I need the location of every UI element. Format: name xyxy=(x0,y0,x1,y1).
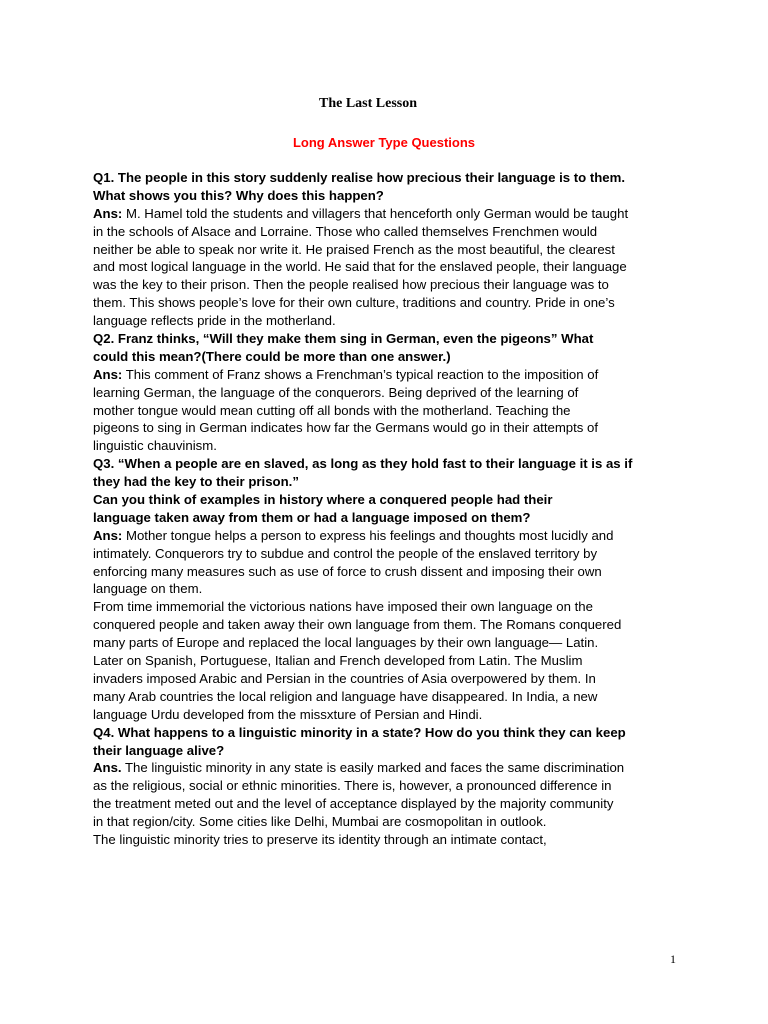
document-body xyxy=(93,169,683,849)
answer-line xyxy=(93,205,683,223)
body-line: From time immemorial the victorious nations have imposed their own language on the xyxy=(93,599,593,615)
body-line: pigeons to sing in German indicates how far the Germans would go in their attempts of xyxy=(93,420,599,436)
body-line: enforcing many measures such as use of force to crush dissent and imposing their own xyxy=(93,563,602,579)
answer-label: Ans: xyxy=(93,205,123,221)
question-line: What shows you this? Why does this happen? xyxy=(93,187,384,203)
question-line: Q1. The people in this story suddenly realise how precious their language is to them. xyxy=(93,170,626,185)
question-line: language taken away from them or had a language imposed on them? xyxy=(93,509,531,525)
body-line: and most logical language in the world. He said that for the enslaved people, their language xyxy=(93,259,627,275)
body-line: Later on Spanish, Portuguese, Italian and French developed from Latin. The Muslim xyxy=(93,653,583,669)
body-line: intimately. Conquerors try to subdue and control the people of the enslaved territory by xyxy=(93,545,598,561)
answer-text: The linguistic minority in any state is easily marked and faces the same discrimination xyxy=(121,760,625,776)
question-line: Q2. Franz thinks, “Will they make them sing in German, even the pigeons” What xyxy=(93,331,594,347)
body-line: was the key to their prison. Then the people realised how precious their language was to xyxy=(93,277,609,293)
body-line: conquered people and taken away their own language from them. The Romans conquered xyxy=(93,617,622,633)
question-line: Can you think of examples in history where a conquered people had their xyxy=(93,492,553,508)
answer-line xyxy=(93,759,683,777)
question-line: could this mean?(There could be more than one answer.) xyxy=(93,348,451,364)
body-line: neither be able to speak nor write it. He praised French as the most beautiful, the clearest xyxy=(93,241,615,257)
body-line: mother tongue would mean cutting off all bonds with the motherland. Teaching the xyxy=(93,402,571,418)
answer-text: M. Hamel told the students and villagers that henceforth only German would be taught xyxy=(122,205,629,221)
answer-text: This comment of Franz shows a Frenchman’s typical reaction to the imposition of xyxy=(122,366,599,382)
answer-line xyxy=(93,366,683,384)
body-line: in the schools of Alsace and Lorraine. Those who called themselves Frenchmen would xyxy=(93,223,598,239)
question-line: they had the key to their prison.” xyxy=(93,474,299,490)
body-line: linguistic chauvinism. xyxy=(93,438,217,454)
body-line: in that region/city. Some cities like Delhi, Mumbai are cosmopolitan in outlook. xyxy=(93,814,547,830)
answer-line xyxy=(93,527,683,545)
body-line: many parts of Europe and replaced the local languages by their own language— Latin. xyxy=(93,635,599,651)
body-line: learning German, the language of the conquerors. Being deprived of the learning of xyxy=(93,384,579,400)
answer-label: Ans: xyxy=(93,366,123,382)
body-line: invaders imposed Arabic and Persian in the countries of Asia overpowered by them. In xyxy=(93,670,596,686)
answer-text: Mother tongue helps a person to express his feelings and thoughts most lucidly and xyxy=(122,527,614,543)
body-line: as the religious, social or ethnic minorities. There is, however, a pronounced difference in xyxy=(93,778,612,794)
body-line: the treatment meted out and the level of acceptance displayed by the majority community xyxy=(93,796,614,812)
question-line: Q3. “When a people are en slaved, as long as they hold fast to their language it is as if xyxy=(93,456,633,472)
question-line: their language alive? xyxy=(93,742,225,758)
body-line: language Urdu developed from the missxture of Persian and Hindi. xyxy=(93,706,483,722)
section-heading: Long Answer Type Questions xyxy=(292,135,476,150)
answer-label: Ans. xyxy=(93,760,122,776)
question-line: Q4. What happens to a linguistic minority in a state? How do you think they can keep xyxy=(93,724,626,740)
answer-label: Ans: xyxy=(93,527,123,543)
body-line: many Arab countries the local religion and language have disappeared. In India, a new xyxy=(93,688,598,704)
body-line: language on them. xyxy=(93,581,203,597)
body-line: language reflects pride in the motherland. xyxy=(93,313,336,329)
body-line: them. This shows people’s love for their own culture, traditions and country. Pride in one’s xyxy=(93,295,615,311)
document-title: The Last Lesson xyxy=(318,96,418,111)
body-line: The linguistic minority tries to preserve its identity through an intimate contact, xyxy=(93,831,547,847)
page-number: 1 xyxy=(670,952,676,966)
